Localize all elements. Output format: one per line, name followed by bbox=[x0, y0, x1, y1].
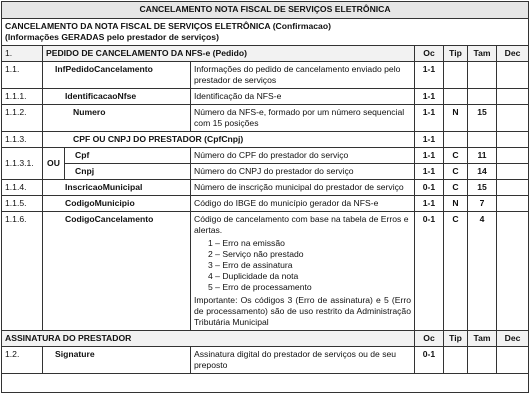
field-dec bbox=[497, 212, 529, 331]
field-tip bbox=[444, 89, 468, 105]
field-description: Assinatura digital do prestador de serviços ou de seu preposto bbox=[191, 347, 415, 374]
cancel-code-list bbox=[208, 238, 411, 293]
field-name: Signature bbox=[43, 347, 191, 374]
field-dec bbox=[497, 62, 529, 89]
table-row bbox=[2, 347, 529, 374]
row-number: 1.1.6. bbox=[2, 212, 43, 331]
table-row bbox=[2, 180, 529, 196]
field-description bbox=[191, 212, 415, 331]
field-dec bbox=[497, 105, 529, 132]
empty-cell bbox=[2, 374, 529, 393]
document bbox=[1, 1, 528, 393]
subtitle-row bbox=[2, 19, 529, 46]
section-1-number: 1. bbox=[2, 46, 43, 62]
field-oc: 1-1 bbox=[415, 148, 444, 164]
table-row bbox=[2, 89, 529, 105]
field-tam bbox=[468, 62, 497, 89]
field-tam: 15 bbox=[468, 105, 497, 132]
header-dec: Dec bbox=[497, 331, 529, 347]
field-name: Numero bbox=[43, 105, 191, 132]
table-row bbox=[2, 212, 529, 331]
field-description: Número do CNPJ do prestador do serviço bbox=[191, 164, 415, 180]
row-number: 1.1.1. bbox=[2, 89, 43, 105]
list-item: 3 – Erro de assinatura bbox=[208, 260, 293, 270]
list-item: 1 – Erro na emissão bbox=[208, 238, 285, 248]
field-tip bbox=[444, 62, 468, 89]
list-item: 4 – Duplicidade da nota bbox=[208, 271, 299, 281]
field-oc: 0-1 bbox=[415, 347, 444, 374]
field-description: Número de inscrição municipal do prestador de serviço bbox=[191, 180, 415, 196]
field-description: Número da NFS-e, formado por um número sequencial com 15 posições bbox=[191, 105, 415, 132]
table-subtitle bbox=[2, 19, 529, 46]
field-tip: C bbox=[444, 180, 468, 196]
field-description: Código do IBGE do município gerador da NFS-e bbox=[191, 196, 415, 212]
field-tam: 11 bbox=[468, 148, 497, 164]
field-dec bbox=[497, 180, 529, 196]
field-oc: 1-1 bbox=[415, 164, 444, 180]
list-item: 2 – Serviço não prestado bbox=[208, 249, 304, 259]
field-name: Cpf bbox=[65, 148, 191, 164]
field-description: Número do CPF do prestador do serviço bbox=[191, 148, 415, 164]
header-tip: Tip bbox=[444, 331, 468, 347]
field-tip: C bbox=[444, 164, 468, 180]
field-name: InscricaoMunicipal bbox=[43, 180, 191, 196]
table-row bbox=[2, 62, 529, 89]
field-name: CodigoCancelamento bbox=[43, 212, 191, 331]
field-dec bbox=[497, 148, 529, 164]
field-tam: 15 bbox=[468, 180, 497, 196]
subtitle-text: CANCELAMENTO DA NOTA FISCAL DE SERVIÇOS ELETRÔNICA (Confirmacao) bbox=[5, 21, 331, 31]
field-dec bbox=[497, 89, 529, 105]
section-2-header bbox=[2, 331, 529, 347]
field-tip: C bbox=[444, 212, 468, 331]
field-tam: 7 bbox=[468, 196, 497, 212]
field-name: Cnpj bbox=[65, 164, 191, 180]
table-row bbox=[2, 196, 529, 212]
field-oc: 1-1 bbox=[415, 89, 444, 105]
row-number: 1.1.3. bbox=[2, 132, 43, 148]
field-dec bbox=[497, 132, 529, 148]
choice-ou-label: OU bbox=[43, 148, 65, 180]
field-tam: 14 bbox=[468, 164, 497, 180]
header-tam: Tam bbox=[468, 331, 497, 347]
field-oc: 0-1 bbox=[415, 212, 444, 331]
field-tip bbox=[444, 132, 468, 148]
field-tam bbox=[468, 89, 497, 105]
row-number: 1.1.3.1. bbox=[2, 148, 43, 180]
title-row bbox=[2, 2, 529, 19]
field-name: IdentificacaoNfse bbox=[43, 89, 191, 105]
field-tip bbox=[444, 347, 468, 374]
row-number: 1.1.4. bbox=[2, 180, 43, 196]
field-tip: C bbox=[444, 148, 468, 164]
row-number: 1.1.5. bbox=[2, 196, 43, 212]
header-oc: Oc bbox=[415, 46, 444, 62]
field-oc: 1-1 bbox=[415, 62, 444, 89]
table-row bbox=[2, 164, 529, 180]
field-tam: 4 bbox=[468, 212, 497, 331]
field-oc: 1-1 bbox=[415, 132, 444, 148]
field-tam bbox=[468, 347, 497, 374]
header-tip: Tip bbox=[444, 46, 468, 62]
cancel-code-intro: Código de cancelamento com base na tabela de Erros e alertas. bbox=[194, 214, 409, 235]
table-row bbox=[2, 105, 529, 132]
spec-table bbox=[1, 1, 529, 393]
field-dec bbox=[497, 347, 529, 374]
field-tip: N bbox=[444, 196, 468, 212]
header-dec: Dec bbox=[497, 46, 529, 62]
row-number: 1.1.2. bbox=[2, 105, 43, 132]
section-1-header bbox=[2, 46, 529, 62]
table-row-empty bbox=[2, 374, 529, 393]
section-1-label: PEDIDO DE CANCELAMENTO DA NFS-e (Pedido) bbox=[43, 46, 415, 62]
field-description: Informações do pedido de cancelamento enviado pelo prestador de serviços bbox=[191, 62, 415, 89]
subtitle-note: (Informações GERADAS pelo prestador de serviços) bbox=[5, 32, 219, 42]
field-name: InfPedidoCancelamento bbox=[43, 62, 191, 89]
field-dec bbox=[497, 196, 529, 212]
cancel-code-note: Importante: Os códigos 3 (Erro de assinatura) e 5 (Erro de processamento) são de uso restrito da Administração Tributária Municipal bbox=[194, 295, 411, 327]
field-name: CodigoMunicipio bbox=[43, 196, 191, 212]
field-oc: 0-1 bbox=[415, 180, 444, 196]
field-oc: 1-1 bbox=[415, 105, 444, 132]
field-tip: N bbox=[444, 105, 468, 132]
table-row bbox=[2, 132, 529, 148]
header-tam: Tam bbox=[468, 46, 497, 62]
row-number: 1.2. bbox=[2, 347, 43, 374]
list-item: 5 – Erro de processamento bbox=[208, 282, 312, 292]
field-description: Identificação da NFS-e bbox=[191, 89, 415, 105]
group-name: CPF OU CNPJ DO PRESTADOR (CpfCnpj) bbox=[43, 132, 415, 148]
section-2-label: ASSINATURA DO PRESTADOR bbox=[2, 331, 415, 347]
field-oc: 1-1 bbox=[415, 196, 444, 212]
field-tam bbox=[468, 132, 497, 148]
header-oc: Oc bbox=[415, 331, 444, 347]
field-dec bbox=[497, 164, 529, 180]
table-row bbox=[2, 148, 529, 164]
row-number: 1.1. bbox=[2, 62, 43, 89]
table-title: CANCELAMENTO NOTA FISCAL DE SERVIÇOS ELETRÔNICA bbox=[2, 2, 529, 19]
